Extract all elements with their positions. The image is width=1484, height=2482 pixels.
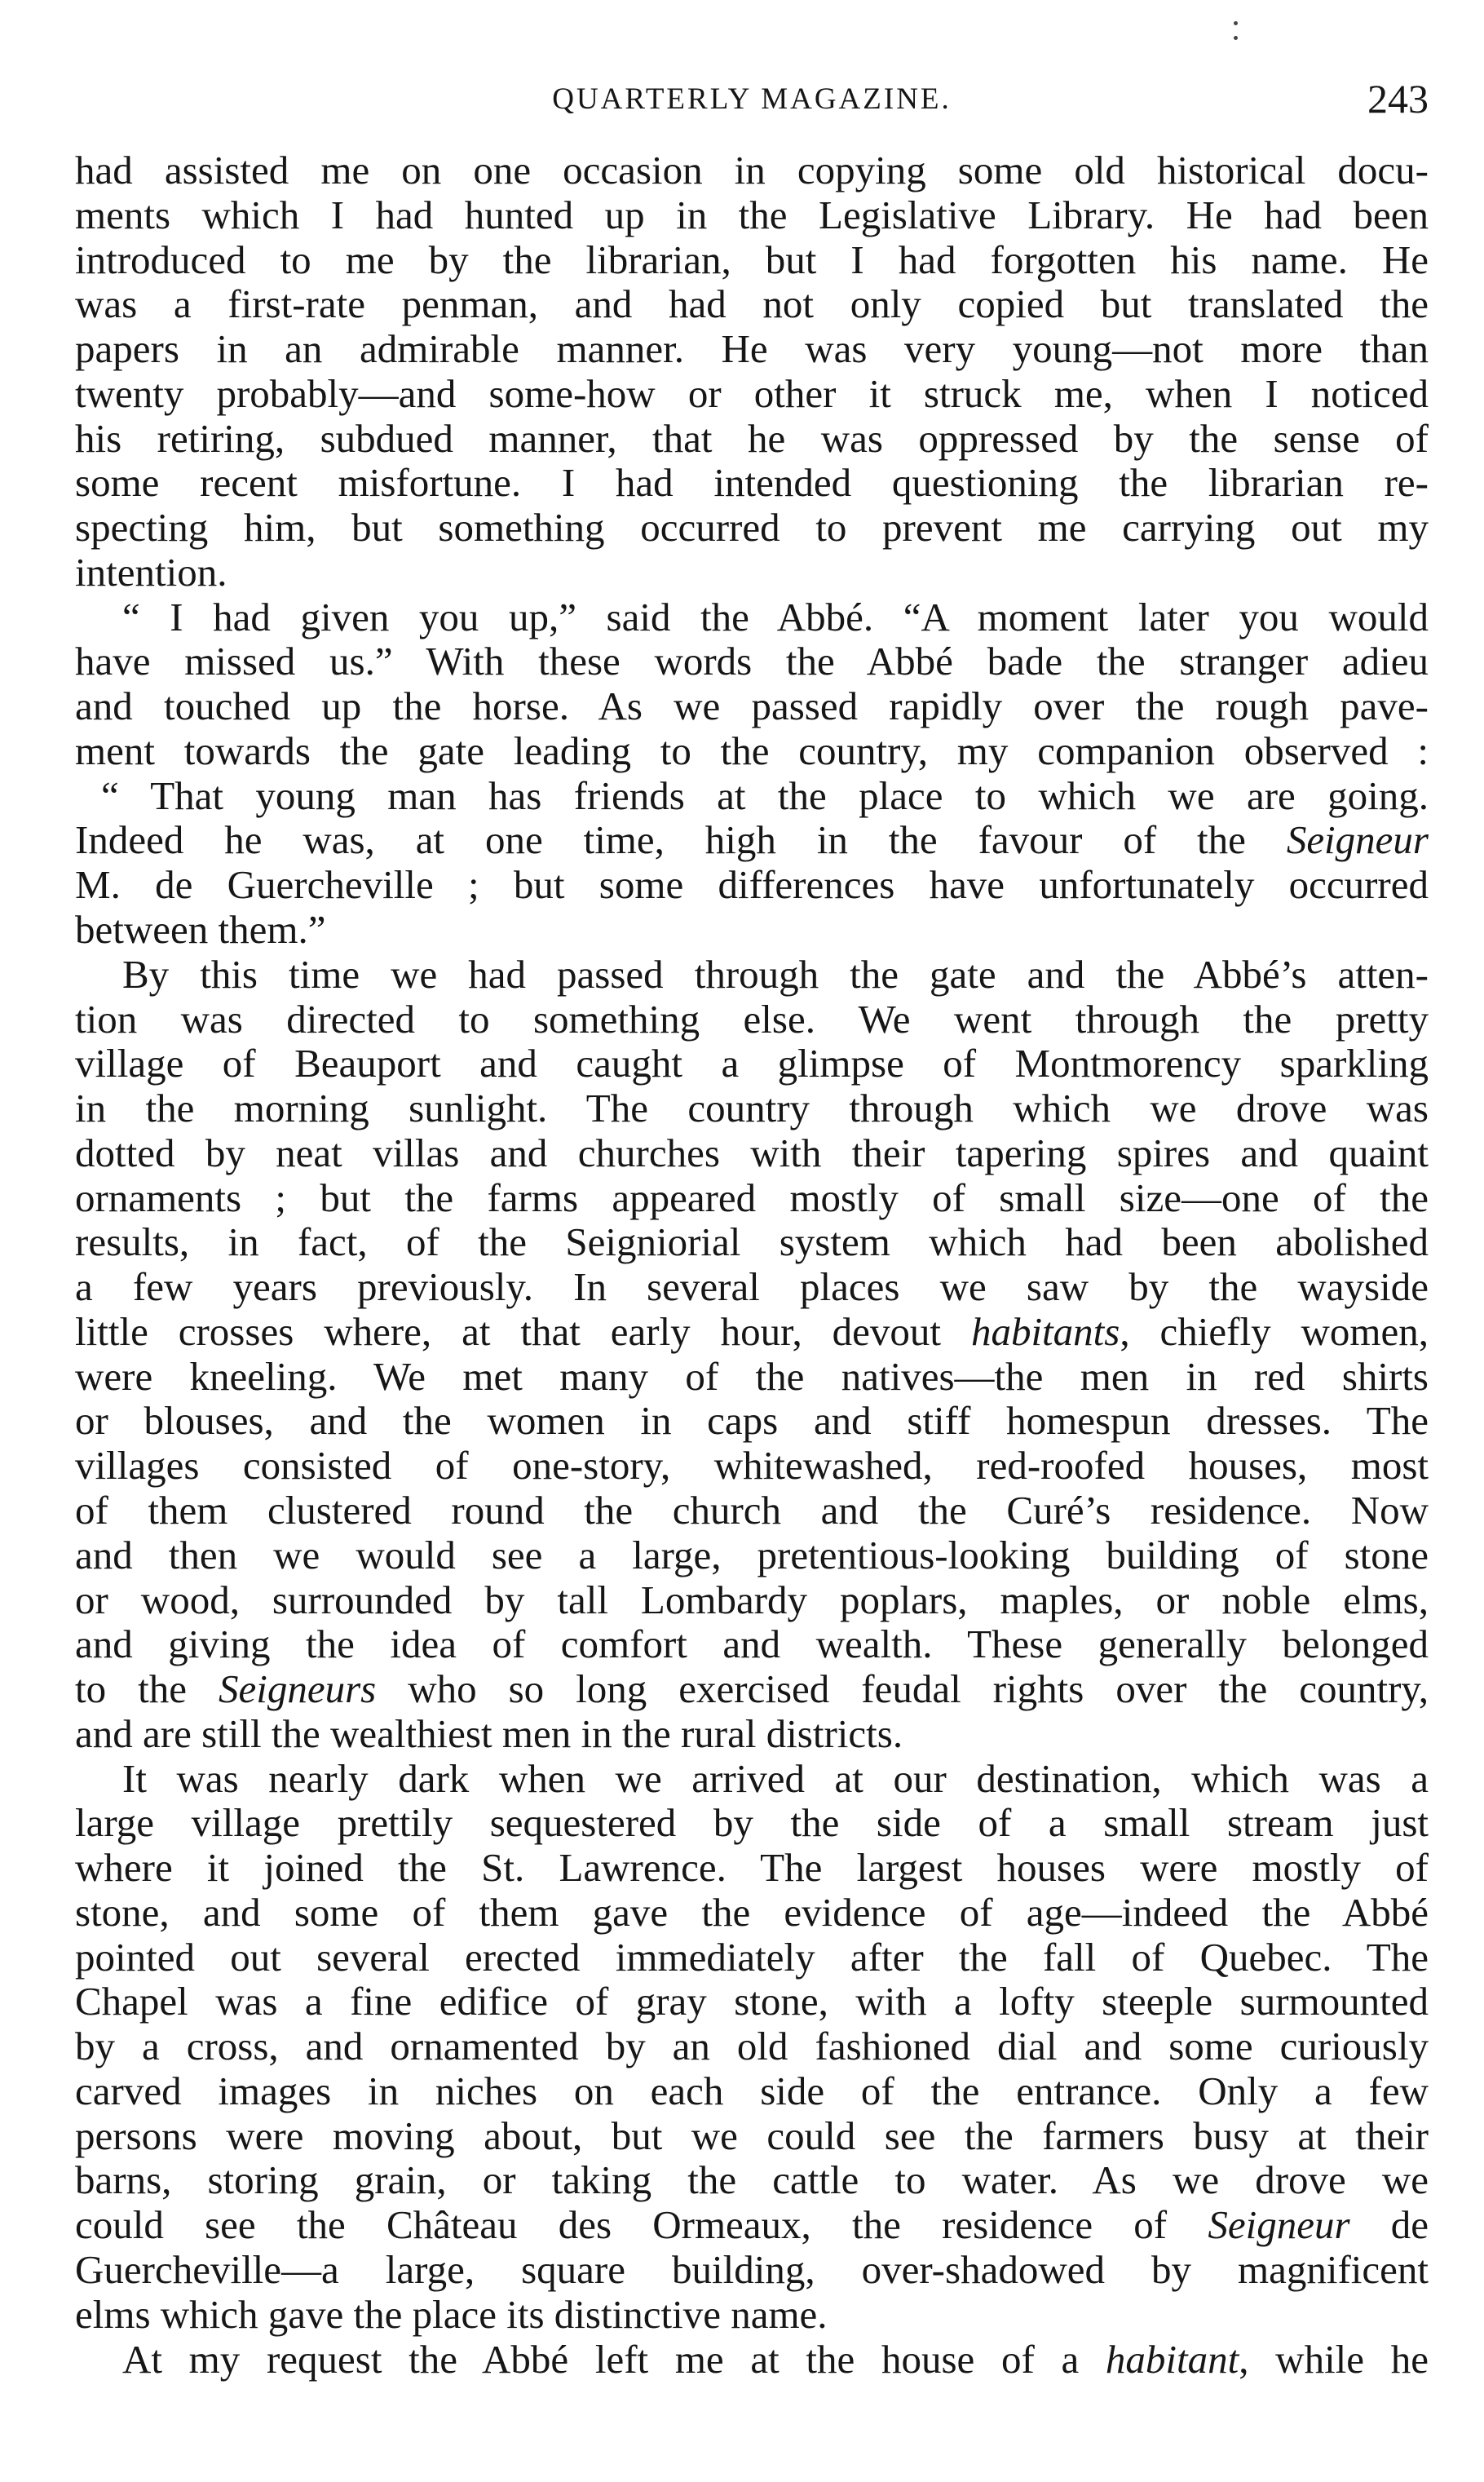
text-line xyxy=(75,2203,1429,2248)
line-text: to the xyxy=(75,1667,219,1712)
text-line xyxy=(75,148,1429,193)
text-line xyxy=(75,2024,1429,2069)
text-line xyxy=(75,863,1429,908)
text-line xyxy=(75,1086,1429,1131)
text-line xyxy=(75,1310,1429,1355)
text-line xyxy=(75,461,1429,506)
text-line xyxy=(75,1489,1429,1533)
line-text: ornaments ; but the farms appeared mostly of small size—one of the xyxy=(75,1175,1429,1220)
line-text: tion was directed to something else. We went through the pretty xyxy=(75,997,1429,1042)
line-text: Chapel was a fine edifice of gray stone, with a lofty steeple surmounted xyxy=(75,1980,1429,2024)
text-line xyxy=(75,729,1429,774)
line-text: Guercheville—a large, square building, over-shadowed by magnificent xyxy=(75,2247,1429,2292)
text-line xyxy=(75,2338,1429,2382)
text-line xyxy=(75,1622,1429,1667)
line-text: specting him, but something occurred to prevent me carrying out my xyxy=(75,506,1429,551)
line-text: introduced to me by the librarian, but I had forgotten his name. He xyxy=(75,237,1429,282)
line-text: , chiefly women, xyxy=(1120,1309,1429,1354)
line-text: It was nearly dark when we arrived at our destination, which was a xyxy=(122,1756,1429,1801)
line-text: “ That young man has friends at the place to which we are going. xyxy=(101,773,1429,818)
line-text: intention. xyxy=(75,550,227,595)
text-line xyxy=(75,1757,1429,1802)
text-line xyxy=(75,953,1429,998)
text-line xyxy=(75,2114,1429,2159)
text-line xyxy=(75,1444,1429,1489)
line-text: , while he xyxy=(1239,2337,1429,2382)
text-line xyxy=(75,372,1429,417)
text-line xyxy=(75,551,1429,595)
line-text: and then we would see a large, pretentious-looking building of stone xyxy=(75,1533,1429,1577)
text-line xyxy=(75,1846,1429,1891)
italic-term: Seigneur xyxy=(1208,2203,1350,2248)
text-line xyxy=(75,1399,1429,1444)
text-line xyxy=(75,998,1429,1042)
text-line xyxy=(75,1891,1429,1936)
line-text: large village prettily sequestered by the side of a small stream just xyxy=(75,1801,1429,1846)
text-line xyxy=(75,1712,1429,1757)
line-text: and touched up the horse. As we passed rapidly over the rough pave- xyxy=(75,684,1429,729)
line-text: his retiring, subdued manner, that he was oppressed by the sense of xyxy=(75,416,1429,461)
line-text: villages consisted of one-story, whitewashed, red-roofed houses, most xyxy=(75,1444,1429,1489)
text-line xyxy=(75,1265,1429,1310)
italic-term: habitants xyxy=(970,1309,1120,1354)
text-line xyxy=(75,639,1429,684)
text-line xyxy=(75,238,1429,283)
text-line xyxy=(75,1131,1429,1176)
line-text: village of Beauport and caught a glimpse of Montmorency sparkling xyxy=(75,1042,1429,1086)
line-text: elms which gave the place its distinctive name. xyxy=(75,2292,828,2337)
line-text: de xyxy=(1349,2203,1429,2248)
line-text: by a cross, and ornamented by an old fashioned dial and some curiously xyxy=(75,2024,1429,2069)
text-line xyxy=(75,1801,1429,1846)
line-text: who so long exercised feudal rights over the country, xyxy=(376,1667,1429,1712)
line-text: dotted by neat villas and churches with their tapering spires and quaint xyxy=(75,1130,1429,1175)
line-text: and are still the wealthiest men in the rural districts. xyxy=(75,1711,903,1756)
text-line xyxy=(75,1042,1429,1086)
text-line xyxy=(75,282,1429,327)
line-text: in the morning sunlight. The country through which we drove was xyxy=(75,1086,1429,1131)
text-line xyxy=(75,2069,1429,2114)
line-text: have missed us.” With these words the Abbé bade the stranger adieu xyxy=(75,639,1429,684)
text-line xyxy=(75,1220,1429,1265)
text-line xyxy=(75,1533,1429,1578)
text-line xyxy=(75,774,1429,819)
text-line xyxy=(75,2293,1429,2338)
line-text: carved images in niches on each side of the entrance. Only a few xyxy=(75,2068,1429,2113)
line-text: ment towards the gate leading to the country, my companion observed : xyxy=(75,728,1429,773)
text-line xyxy=(75,1936,1429,1980)
line-text: barns, storing grain, or taking the cattle to water. As we drove we xyxy=(75,2158,1429,2203)
line-text: twenty probably—and some-how or other it struck me, when I noticed xyxy=(75,371,1429,416)
line-text: were kneeling. We met many of the natives—the men in red shirts xyxy=(75,1354,1429,1399)
line-text: or blouses, and the women in caps and stiff homespun dresses. The xyxy=(75,1399,1429,1444)
line-text: By this time we had passed through the gate and the Abbé’s atten- xyxy=(122,952,1429,997)
line-text: papers in an admirable manner. He was very young—not more than xyxy=(75,327,1429,372)
line-text: was a first-rate penman, and had not only copied but translated the xyxy=(75,282,1429,327)
line-text: ments which I had hunted up in the Legislative Library. He had been xyxy=(75,192,1429,237)
line-text: some recent misfortune. I had intended questioning the librarian re- xyxy=(75,461,1429,506)
line-text: and giving the idea of comfort and wealth. These generally belonged xyxy=(75,1622,1429,1667)
italic-term: Seigneurs xyxy=(218,1667,377,1712)
text-line xyxy=(75,818,1429,863)
line-text: could see the Château des Ormeaux, the residence of xyxy=(75,2203,1208,2248)
text-line xyxy=(75,417,1429,462)
text-line xyxy=(75,506,1429,551)
text-line xyxy=(75,684,1429,729)
line-text: stone, and some of them gave the evidence of age—indeed the Abbé xyxy=(75,1890,1429,1935)
text-line xyxy=(75,908,1429,953)
text-line xyxy=(75,1355,1429,1400)
line-text: had assisted me on one occasion in copying some old historical docu- xyxy=(75,148,1429,192)
line-text: persons were moving about, but we could see the farmers busy at their xyxy=(75,2113,1429,2158)
text-line xyxy=(75,327,1429,372)
body-text xyxy=(75,148,1429,2382)
line-text: At my request the Abbé left me at the house of a xyxy=(122,2337,1106,2382)
line-text: between them.” xyxy=(75,908,326,953)
ink-speck xyxy=(1234,36,1238,40)
italic-term: habitant xyxy=(1105,2337,1239,2382)
page-header xyxy=(75,70,1429,135)
line-text: Indeed he was, at one time, high in the favour of the xyxy=(75,818,1287,863)
ink-speck xyxy=(1234,21,1238,25)
text-line xyxy=(75,193,1429,238)
text-line xyxy=(75,2158,1429,2203)
italic-term: Seigneur xyxy=(1286,818,1429,863)
line-text: of them clustered round the church and the Curé’s residence. Now xyxy=(75,1488,1429,1533)
running-title: QUARTERLY MAGAZINE. xyxy=(552,82,952,116)
text-line xyxy=(75,1578,1429,1623)
line-text: where it joined the St. Lawrence. The largest houses were mostly of xyxy=(75,1846,1429,1891)
line-text: little crosses where, at that early hour, devout xyxy=(75,1309,971,1354)
text-line xyxy=(75,2248,1429,2293)
page-number: 243 xyxy=(1367,76,1429,122)
text-line xyxy=(75,1980,1429,2024)
text-line xyxy=(75,1176,1429,1221)
line-text: M. de Guercheville ; but some differences have unfortunately occurred xyxy=(75,863,1429,908)
line-text: a few years previously. In several places we saw by the wayside xyxy=(75,1265,1429,1310)
line-text: results, in fact, of the Seigniorial system which had been abolished xyxy=(75,1220,1429,1265)
line-text: pointed out several erected immediately after the fall of Quebec. The xyxy=(75,1935,1429,1980)
text-line xyxy=(75,595,1429,640)
text-line xyxy=(75,1667,1429,1712)
line-text: “ I had given you up,” said the Abbé. “A moment later you would xyxy=(122,595,1429,639)
line-text: or wood, surrounded by tall Lombardy poplars, maples, or noble elms, xyxy=(75,1577,1429,1622)
